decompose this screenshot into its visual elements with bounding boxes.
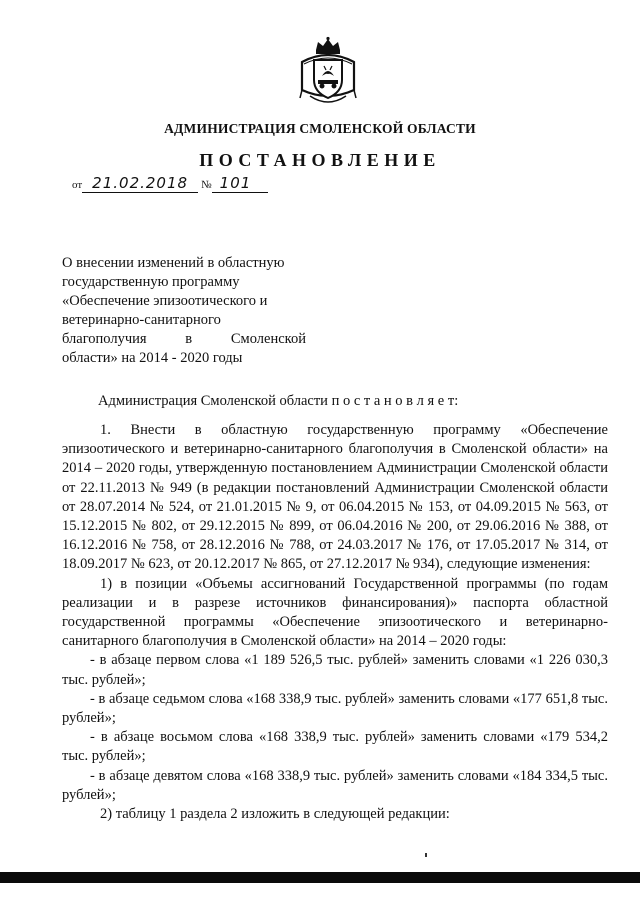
scan-edge-bar bbox=[0, 872, 640, 883]
subject-word: в bbox=[185, 331, 193, 347]
date-number-line bbox=[72, 174, 268, 193]
document-body bbox=[62, 421, 608, 824]
sub-item: - в абзаце первом слова «1 189 526,5 тыс. рублей» заменить словами «1 226 030,3 тыс. рублей»; bbox=[62, 652, 608, 688]
subject-word: благополучия bbox=[62, 331, 147, 347]
document-subject bbox=[62, 254, 306, 368]
handwritten-number: 101 bbox=[212, 174, 268, 193]
subject-line: «Обеспечение эпизоотического и bbox=[62, 293, 268, 309]
clause-1: 1. Внести в областную государственную программу «Обеспечение эпизоотического и ветеринарно-санитарного благополучия в Смоленской области» на 2014 – 2020 годы, утвержденную постановлением Администрации Смоленской области от 22.11.2013 № 949 (в редакции постановлений Администрации Смоленской области от 28.07.2014 № 524, от 21.01.2015 № 9, от 06.04.2015 № 153, от 04.09.2015 № 563, от 15.12.2015 № 802, от 29.12.2015 № 899, от 06.04.2016 № 200, от 29.06.2016 № 388, от 16.12.2016 № 758, от 28.12.2016 № 788, от 24.03.2017 № 176, от 17.05.2017 № 314, от 18.09.2017 № 623, от 20.12.2017 № 865, от 27.12.2017 № 934), следующие изменения: bbox=[62, 422, 608, 573]
sub-item: - в абзаце восьмом слова «168 338,9 тыс. рублей» заменить словами «179 534,2 тыс. рублей»; bbox=[62, 729, 608, 765]
subject-line: области» на 2014 - 2020 годы bbox=[62, 350, 243, 366]
date-label: от bbox=[72, 179, 83, 191]
handwritten-date: 21.02.2018 bbox=[82, 174, 198, 193]
subject-line-justified bbox=[62, 330, 306, 349]
preamble: Администрация Смоленской области п о с т а н о в л я е т: bbox=[98, 393, 459, 409]
subject-word: Смоленской bbox=[230, 331, 306, 347]
sub-item: - в абзаце седьмом слова «168 338,9 тыс. рублей» заменить словами «177 651,8 тыс. рублей»; bbox=[62, 690, 608, 727]
scan-speck bbox=[425, 853, 427, 857]
smolensk-coat-of-arms-icon bbox=[296, 36, 360, 108]
subject-line: ветеринарно-санитарного bbox=[62, 312, 221, 328]
number-label: № bbox=[201, 179, 212, 191]
item-2: 2) таблицу 1 раздела 2 изложить в следующей редакции: bbox=[100, 806, 450, 823]
subject-line: государственную программу bbox=[62, 274, 240, 290]
item-1: 1) в позиции «Объемы ассигнований Государственной программы (по годам реализации и в разрезе источников финансирования)» паспорта областной государственной программы «Обеспечение эпизоотического и ветеринарно-санитарного благополучия в Смоленской области» на 2014 – 2020 годы: bbox=[62, 575, 608, 650]
document-type-title: ПОСТАНОВЛЕНИЕ bbox=[199, 150, 441, 170]
subject-line: О внесении изменений в областную bbox=[62, 255, 285, 271]
organization-name: АДМИНИСТРАЦИЯ СМОЛЕНСКОЙ ОБЛАСТИ bbox=[164, 121, 476, 136]
sub-item: - в абзаце девятом слова «168 338,9 тыс. рублей» заменить словами «184 334,5 тыс. рублей»; bbox=[62, 767, 608, 803]
